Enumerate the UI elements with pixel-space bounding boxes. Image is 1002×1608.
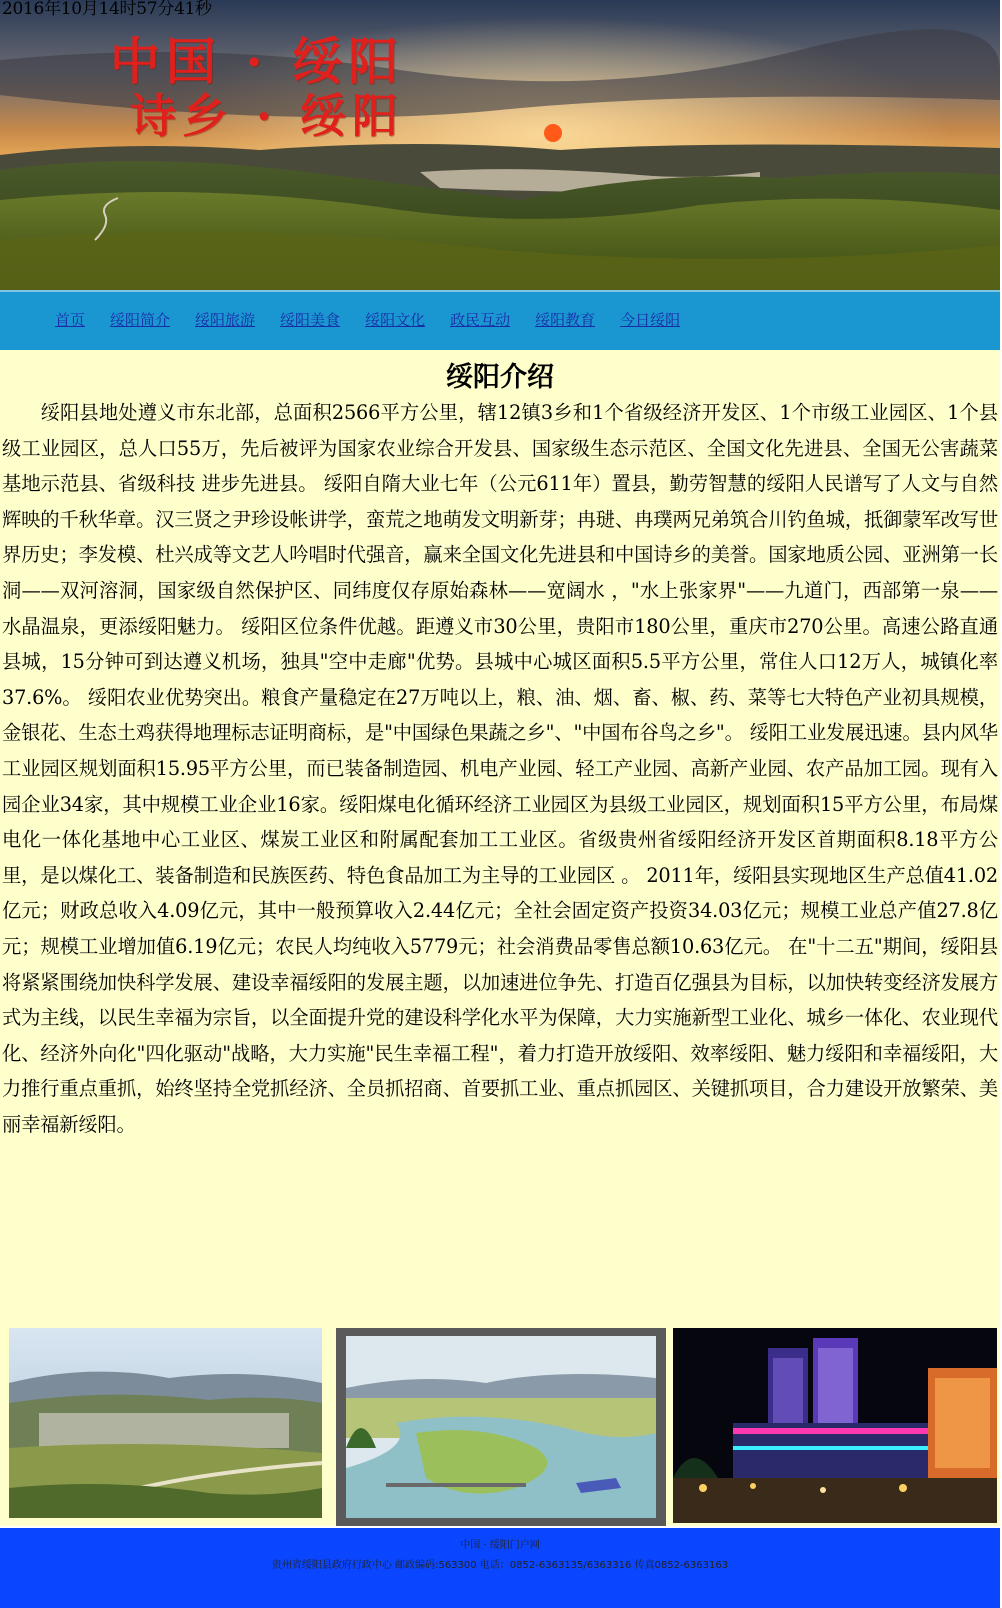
nav-item-home[interactable]: 首页 [55,311,86,329]
banner-title-china-suiyang: 中国 · 绥阳 [110,32,405,91]
header-banner [0,0,1000,290]
photo-town-valley [9,1328,322,1518]
clock-text: 2016年10月14时57分41秒 [2,0,212,19]
article-title: 绥阳介绍 [446,362,554,393]
footer-contact-info: 贵州省绥阳县政府行政中心 邮政编码:563300 电话：0852-6363135/6363316 传真0852-6363163 [271,1560,729,1571]
main-content [0,350,1000,1326]
nav-item-today[interactable]: 今日绥阳 [620,311,681,329]
photo-strip [0,1326,1000,1526]
article-body: 绥阳县地处遵义市东北部，总面积2566平方公里，辖12镇3乡和1个省级经济开发区、1个市级工业园区、1个县级工业园区，总人口55万，先后被评为国家农业综合开发县、国家级生态示范区、全国文化先进县、全国无公害蔬菜基地示范县、省级科技 进步先进县。 绥阳自隋大业七年（公元611年）置县，勤劳智慧的绥阳人民谱写了人文与自然辉映的千秋华章。汉三贤之尹珍设帐讲学，蛮荒之地萌发文明新芽；冉琎、冉璞两兄弟筑合川钓鱼城，抵御蒙军改写世界历史；李发模、杜兴成等文艺人吟唱时代强音，赢来全国文化先进县和中国诗乡的美誉。国家地质公园、亚洲第一长洞——双河溶洞，国家级自然保护区、同纬度仅存原始森林——宽阔水 ，"水上张家界"——九道门，西部第一泉——水晶温泉，更添绥阳魅力。 绥阳区位条件优越。距遵义市30公里，贵阳市180公里，重庆市270公里。高速公路直通县城，15分钟可到达遵义机场，独具"空中走廊"优势。县城中心城区面积5.5平方公里，常住人口12万人，城镇化率37.6%。 绥阳农业优势突出。粮食产量稳定在27万吨以上，粮、油、烟、畜、椒、药、菜等七大特色产业初具规模，金银花、生态土鸡获得地理标志证明商标，是"中国绿色果蔬之乡"、"中国布谷鸟之乡"。 绥阳工业发展迅速。县内风华工业园区规划面积15.95平方公里，而已装备制造园、机电产业园、轻工产业园、高新产业园、农产品加工园。现有入园企业34家，其中规模工业企业16家。绥阳煤电化循环经济工业园区为县级工业园区，规划面积15平方公里，布局煤电化一体化基地中心工业区、煤炭工业区和附属配套加工工业区。省级贵州省绥阳经济开发区首期面积8.18平方公里，是以煤化工、装备制造和民族医药、特色食品加工为主导的工业园区 。 2011年，绥阳县实现地区生产总值41.02亿元；财政总收入4.09亿元，其中一般预算收入2.44亿元；全社会固定资产投资34.03亿元；规模工业总产值27.8亿元；规模工业增加值6.19亿元；农民人均纯收入5779元；社会消费品零售总额10.63亿元。 在"十二五"期间，绥阳县将紧紧围绕加快科学发展、建设幸福绥阳的发展主题，以加速进位争先、打造百亿强县为目标，以加快转变经济发展方式为主线，以民生幸福为宗旨，以全面提升党的建设科学化水平为保障，大力实施新型工业化、城乡一体化、农业现代化、经济外向化"四化驱动"战略，大力实施"民生幸福工程"，着力打造开放绥阳、效率绥阳、魅力绥阳和幸福绥阳，大力推行重点重抓，始终坚持全党抓经济、全员抓招商、首要抓工业、重点抓园区、关键抓项目，合力建设开放繁荣、美丽幸福新绥阳。 [2,401,998,1136]
nav-item-tourism[interactable]: 绥阳旅游 [195,311,256,329]
nav-item-culture[interactable]: 绥阳文化 [365,311,426,329]
banner-title-poetry-suiyang: 诗乡 · 绥阳 [130,89,405,143]
nav-item-interaction[interactable]: 政民互动 [450,311,511,329]
footer-title: 中国 · 绥阳门户网 [460,1540,540,1551]
main-nav [0,290,1000,350]
nav-item-education[interactable]: 绥阳教育 [535,311,596,329]
photo-wetland-river [336,1328,666,1526]
nav-item-intro[interactable]: 绥阳简介 [110,311,171,329]
photo-night-city [673,1328,997,1523]
footer [0,1528,1000,1608]
nav-item-food[interactable]: 绥阳美食 [280,311,341,329]
